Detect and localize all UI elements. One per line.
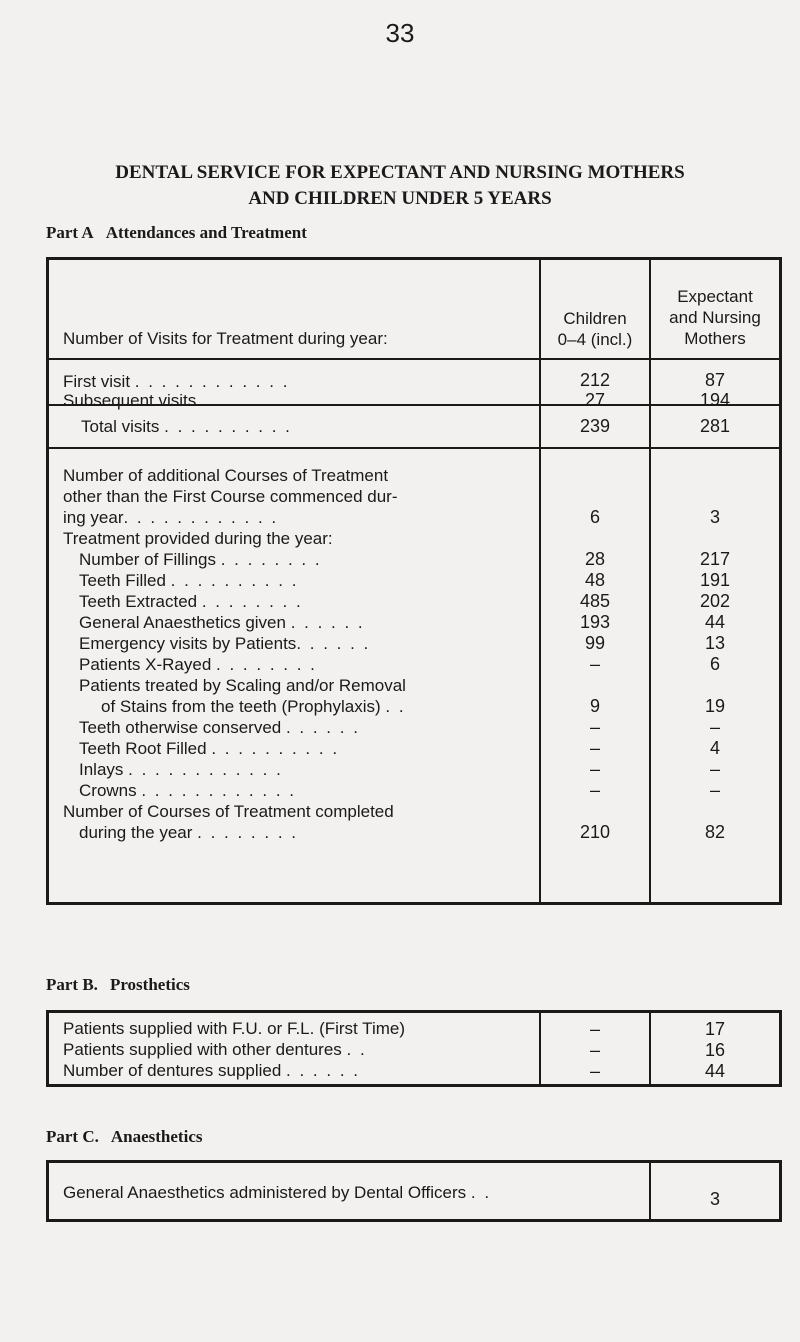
general-anaesthetics-mothers: 44 — [704, 612, 726, 632]
part-a-title: Attendances and Treatment — [105, 223, 307, 242]
leader-dots: . . . . . . . . — [220, 550, 322, 569]
leader-dots: . . . . . . . . . . — [196, 391, 324, 410]
treatment-provided-heading: Treatment provided during the year: — [63, 529, 333, 548]
inlays-mothers: – — [709, 759, 720, 779]
teeth-extracted-label: Teeth Extracted . . . . . . . . — [79, 592, 303, 611]
teeth-extracted-mothers: 202 — [699, 591, 731, 611]
fillings-mothers: 217 — [699, 549, 731, 569]
courses-completed-children: 210 — [579, 822, 611, 842]
leader-dots: . . . . . . — [285, 718, 360, 737]
teeth-filled-label: Teeth Filled . . . . . . . . . . — [79, 571, 299, 590]
emergency-visits-children: 99 — [584, 633, 606, 653]
courses-completed-mothers: 82 — [704, 822, 726, 842]
prosthetics-first-time-label: Patients supplied with F.U. or F.L. (First Time) — [63, 1019, 405, 1038]
part-b-heading — [46, 975, 190, 995]
mothers-header-line-1: Expectant — [677, 287, 753, 306]
total-bottom-divider — [49, 447, 779, 449]
fillings-label: Number of Fillings . . . . . . . . — [79, 550, 322, 569]
first-visit-label: First visit . . . . . . . . . . . . — [63, 372, 290, 391]
children-header-line-1: Children — [563, 309, 627, 328]
subsequent-visits-children: 27 — [584, 390, 606, 410]
teeth-root-filled-children: – — [589, 738, 600, 758]
anaesthetics-label: General Anaesthetics administered by Dental Officers . . — [63, 1183, 492, 1202]
additional-courses-mothers: 3 — [709, 507, 720, 527]
children-header-line-2: 0–4 (incl.) — [557, 330, 633, 349]
part-a-label: Part A — [46, 223, 94, 242]
scaling-mothers: 19 — [704, 696, 726, 716]
mothers-column-header — [651, 286, 779, 349]
teeth-otherwise-conserved-children: – — [589, 717, 600, 737]
additional-courses-line-3: ing year. . . . . . . . . . . . — [63, 508, 279, 527]
inlays-label: Inlays . . . . . . . . . . . . — [79, 760, 283, 779]
leader-dots: . . . . . . . . . . — [170, 571, 299, 590]
header-divider — [49, 358, 779, 360]
mothers-header-line-2: and Nursing — [669, 308, 761, 327]
dentures-supplied-label: Number of dentures supplied . . . . . . — [63, 1061, 360, 1080]
teeth-otherwise-conserved-mothers: – — [709, 717, 720, 737]
total-visits-mothers: 281 — [699, 416, 731, 436]
teeth-root-filled-label: Teeth Root Filled . . . . . . . . . . — [79, 739, 340, 758]
teeth-extracted-children: 485 — [579, 591, 611, 611]
mothers-header-line-3: Mothers — [684, 329, 746, 348]
leader-dots: . . . . . . . . . . . . — [134, 372, 290, 391]
part-b-title: Prosthetics — [109, 975, 190, 994]
leader-dots: . . . . . . . . . . — [164, 417, 292, 436]
page-title-line-1: DENTAL SERVICE FOR EXPECTANT AND NURSING MOTHERS — [115, 162, 685, 183]
crowns-mothers: – — [709, 780, 720, 800]
leader-dots: . . . . . . . . . . — [211, 739, 340, 758]
leader-dots: . . . . . . . . — [197, 823, 298, 842]
leader-dots: . . . . . . . . . . . . — [128, 760, 283, 779]
anaesthetics-table — [46, 1160, 782, 1222]
prosthetics-other-dentures-children: – — [589, 1040, 600, 1060]
teeth-otherwise-conserved-label: Teeth otherwise conserved . . . . . . — [79, 718, 360, 737]
first-visit-children: 212 — [579, 370, 611, 390]
teeth-root-filled-mothers: 4 — [709, 738, 720, 758]
leader-dots: . . . . . . — [286, 1061, 360, 1080]
prosthetics-other-dentures-label: Patients supplied with other dentures . . — [63, 1040, 367, 1059]
anaesthetics-value: 3 — [709, 1189, 720, 1209]
additional-courses-children: 6 — [589, 507, 600, 527]
fillings-children: 28 — [584, 549, 606, 569]
leader-dots: . . . . . . . . . . . . — [123, 508, 279, 527]
patients-x-rayed-children: – — [589, 654, 600, 674]
patients-x-rayed-mothers: 6 — [709, 654, 720, 674]
leader-dots: . . — [385, 697, 406, 716]
total-visits-label: Total visits . . . . . . . . . . — [81, 417, 292, 436]
leader-dots: . . . . . . — [296, 634, 371, 653]
dentures-supplied-mothers: 44 — [704, 1061, 726, 1081]
subsequent-visits-label: Subsequent visits. . . . . . . . . . — [63, 391, 324, 410]
leader-dots: . . . . . . . . — [216, 655, 317, 674]
additional-courses-line-2: other than the First Course commenced dur- — [63, 487, 398, 506]
prosthetics-other-dentures-mothers: 16 — [704, 1040, 726, 1060]
prosthetics-table — [46, 1010, 782, 1087]
general-anaesthetics-label: General Anaesthetics given . . . . . . — [79, 613, 365, 632]
leader-dots: . . . . . . . . . . . . — [141, 781, 296, 800]
crowns-children: – — [589, 780, 600, 800]
leader-dots: . . . . . . — [290, 613, 365, 632]
courses-completed-line-1: Number of Courses of Treatment completed — [63, 802, 394, 821]
scaling-children: 9 — [589, 696, 600, 716]
leader-dots: . . — [346, 1040, 367, 1059]
page-title-line-2: AND CHILDREN UNDER 5 YEARS — [248, 188, 552, 209]
prosthetics-first-time-children: – — [589, 1019, 600, 1039]
part-c-label: Part C. — [46, 1127, 99, 1146]
scaling-line-1: Patients treated by Scaling and/or Removal — [79, 676, 406, 695]
additional-courses-line-1: Number of additional Courses of Treatment — [63, 466, 389, 485]
inlays-children: – — [589, 759, 600, 779]
visits-header-label: Number of Visits for Treatment during year: — [63, 329, 388, 348]
emergency-visits-mothers: 13 — [704, 633, 726, 653]
teeth-filled-mothers: 191 — [699, 570, 731, 590]
dentures-supplied-children: – — [589, 1061, 600, 1081]
general-anaesthetics-children: 193 — [579, 612, 611, 632]
attendances-table — [46, 257, 782, 905]
children-column-header — [541, 308, 649, 350]
leader-dots: . . . . . . . . — [201, 592, 303, 611]
first-visit-mothers: 87 — [704, 370, 726, 390]
part-c-title: Anaesthetics — [110, 1127, 203, 1146]
emergency-visits-label: Emergency visits by Patients. . . . . . — [79, 634, 371, 653]
total-visits-children: 239 — [579, 416, 611, 436]
courses-completed-line-2: during the year . . . . . . . . — [79, 823, 298, 842]
prosthetics-first-time-mothers: 17 — [704, 1019, 726, 1039]
leader-dots: . . — [470, 1183, 492, 1202]
teeth-filled-children: 48 — [584, 570, 606, 590]
page-number: 33 — [385, 18, 415, 48]
part-a-heading — [46, 223, 307, 243]
scaling-line-2: of Stains from the teeth (Prophylaxis) . . — [101, 697, 406, 716]
part-c-heading — [46, 1127, 202, 1147]
crowns-label: Crowns . . . . . . . . . . . . — [79, 781, 296, 800]
part-b-label: Part B. — [46, 975, 98, 994]
subsequent-visits-mothers: 194 — [699, 390, 731, 410]
patients-x-rayed-label: Patients X-Rayed . . . . . . . . — [79, 655, 317, 674]
